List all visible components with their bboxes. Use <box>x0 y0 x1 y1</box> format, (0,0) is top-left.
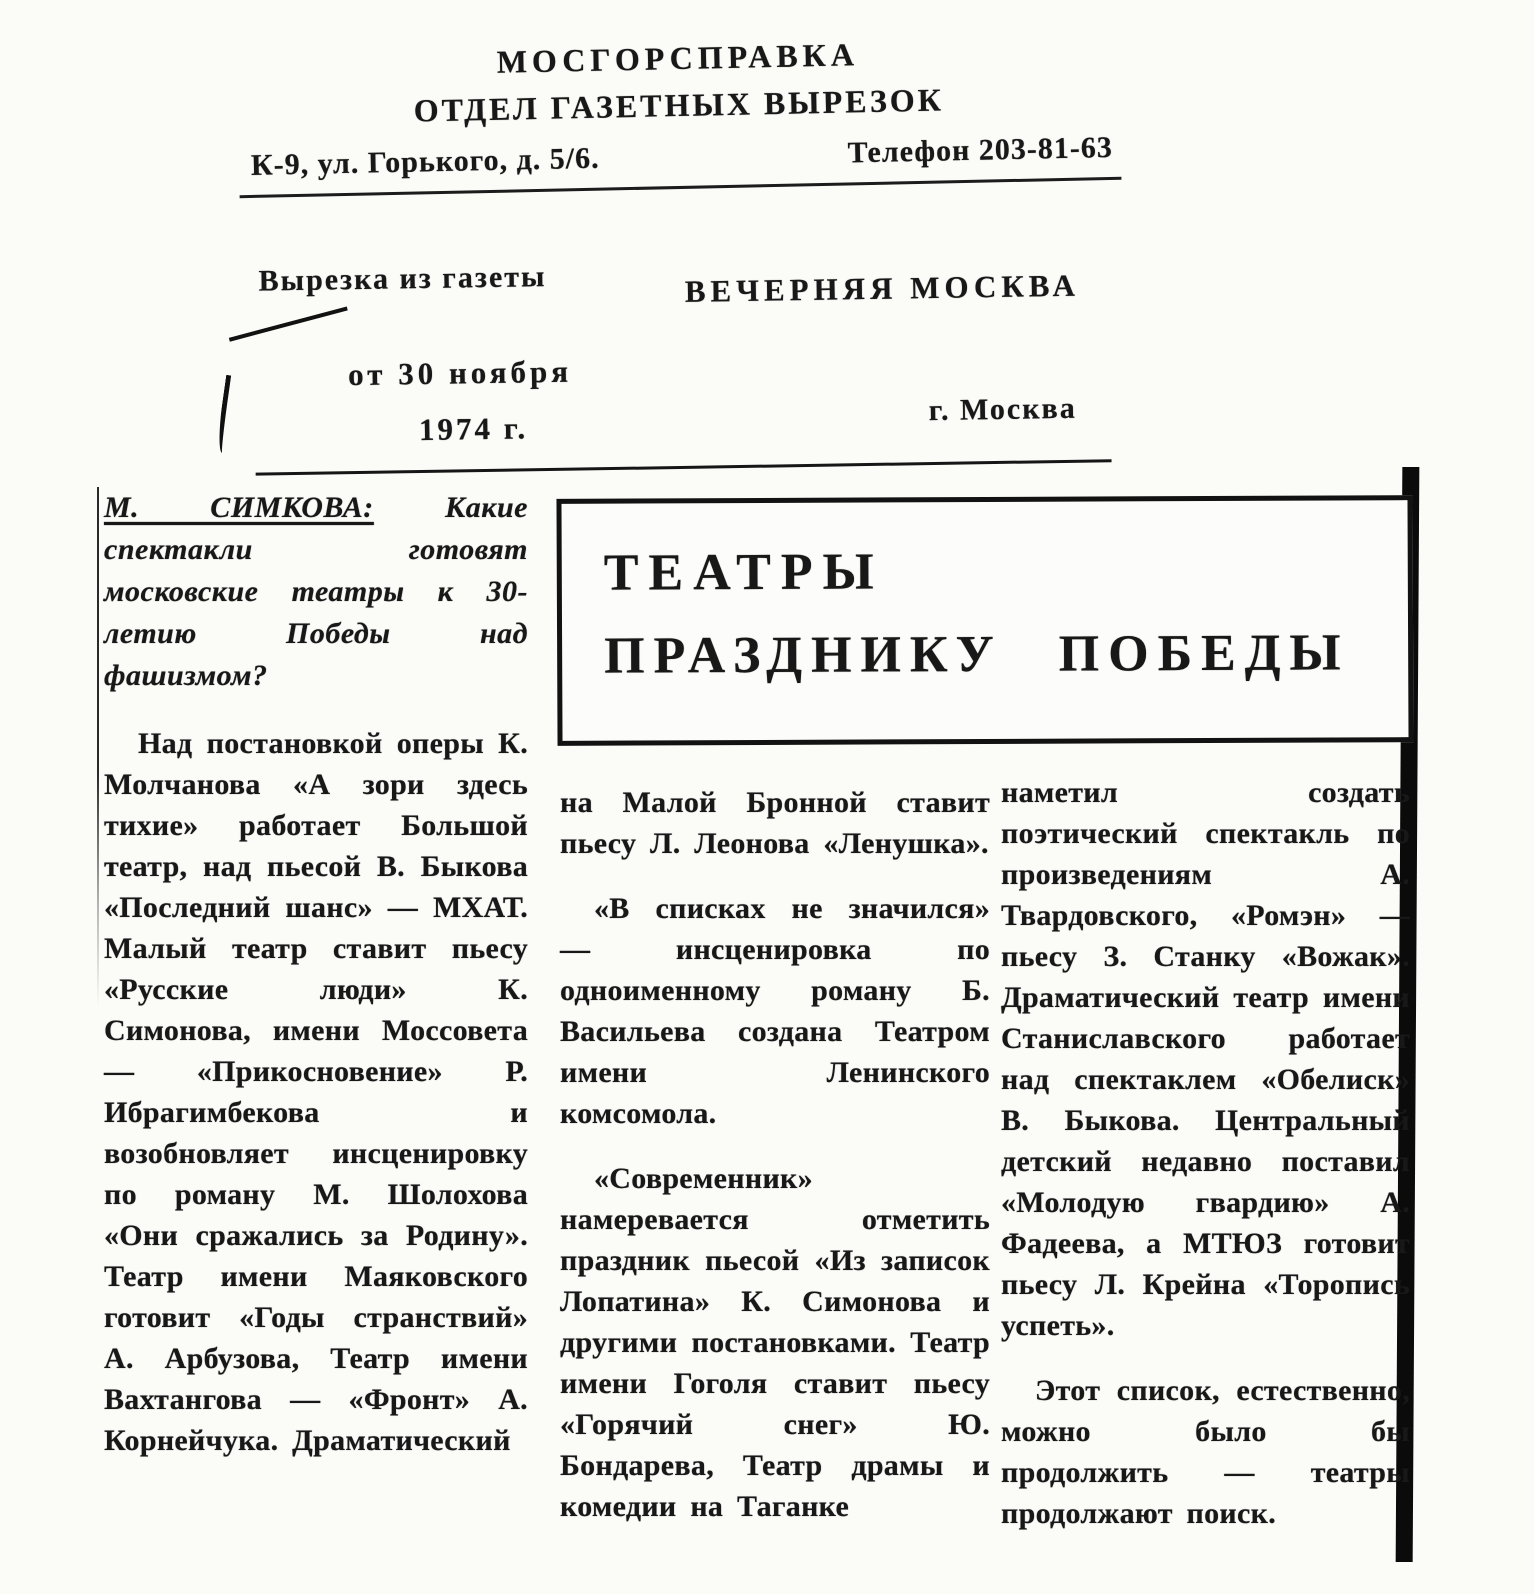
article-paragraph: «В списках не значился» — инсценировка по одноименному роману Б. Васильева создана Театром имени Ленинского комсомола. <box>560 892 990 1130</box>
article-column-3 <box>1001 772 1410 1534</box>
article-paragraph: «Современник» намеревается отметить праздник пьесой «Из записок Лопатина» К. Симонова и другими постановками. Театр имени Гоголя ставит пьесу «Горячий снег» Ю. Бондарева, Театр драмы и комедии на Таганке <box>560 1162 990 1523</box>
clipping-label: Вырезка из газеты <box>258 260 547 298</box>
divider-rule <box>256 459 1112 475</box>
article-column-1 <box>104 487 528 1461</box>
clipping-year: 1974 г. <box>418 410 529 448</box>
headline-line1: ТЕАТРЫ <box>603 543 884 602</box>
clipping-city: г. Москва <box>928 391 1077 428</box>
clippings-bureau-header <box>237 31 1122 198</box>
pen-stroke-mark <box>229 306 348 341</box>
bureau-dept-name: ОТДЕЛ ГАЗЕТНЫХ ВЫРЕЗОК <box>413 81 945 129</box>
reader-question <box>104 487 528 697</box>
bureau-address: К-9, ул. Горького, д. 5/6. <box>250 141 600 182</box>
clipping-source-strip <box>234 243 1122 489</box>
article-paragraph: наметил создать поэтический спектакль по произведениям А. Твардовского, «Ромэн» — пьесу З. Станку «Вожак». Драматический театр имени Станиславского работает над спектаклем «Обелиск» В. Быкова. Центральный детский недавно поставил «Молодую гвардию» А. Фадеева, а МТЮЗ готовит пьесу Л. Крейна «Торопись успеть». <box>1001 776 1410 1342</box>
left-margin-line <box>97 487 99 1007</box>
bureau-phone: Телефон 203-81-63 <box>847 130 1114 170</box>
pen-curve-mark <box>215 375 236 454</box>
reader-name: М. СИМКОВА: <box>104 491 374 524</box>
reader-question-text: Какие спектакли готовят московские театры к 30-летию Победы над фашизмом? <box>104 491 528 692</box>
article-column-2 <box>560 782 990 1527</box>
bureau-org-name: МОСГОРСПРАВКА <box>496 36 860 80</box>
article-paragraph: Этот список, естественно, можно было бы продолжить — театры продолжают поиск. <box>1001 1374 1410 1530</box>
clipping-date: от 30 ноября <box>347 353 573 393</box>
bureau-address-row <box>239 131 1122 198</box>
newspaper-name: ВЕЧЕРНЯЯ МОСКВА <box>684 267 1081 309</box>
headline-line2: ПРАЗДНИКУ ПОБЕДЫ <box>604 624 1350 685</box>
article-headline-box <box>556 495 1413 746</box>
article-paragraph: Над постановкой оперы К. Молчанова «А зори здесь тихие» работает Большой театр, над пьесой В. Быкова «Последний шанс» — МХАТ. Малый театр ставит пьесу «Русские люди» К. Симонова, имени Моссовета — «Прикосновение» Р. Ибрагимбекова и возобновляет инсценировку по роману М. Шолохова «Они сражались за Родину». Театр имени Маяковского готовит «Годы странствий» А. Арбузова, Театр имени Вахтангова — «Фронт» А. Корнейчука. Драматический <box>104 727 528 1457</box>
article-paragraph: на Малой Бронной ставит пьесу Л. Леонова «Ленушка». <box>560 786 990 860</box>
